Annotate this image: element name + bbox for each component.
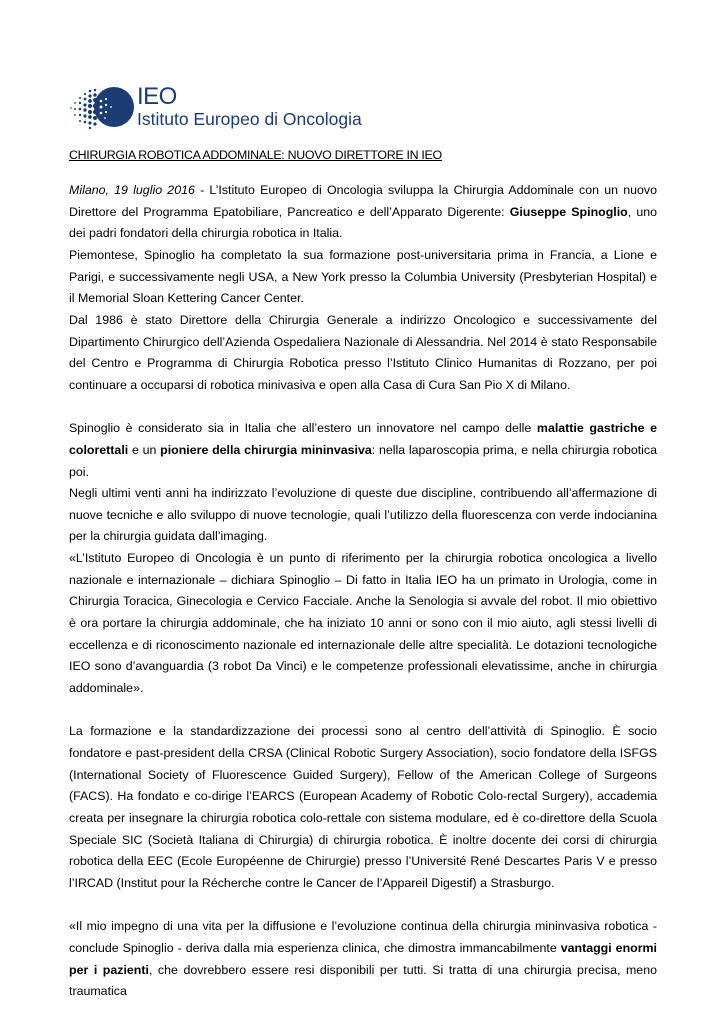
paragraph-text: , uno dei padri fondatori della chirurgia robotica in Italia.: [69, 204, 658, 241]
article-body: [69, 180, 657, 1003]
ieo-logo: [68, 83, 362, 132]
paragraph-text: e un: [128, 442, 161, 457]
paragraph-innovator: [69, 418, 657, 483]
paragraph-intro: [69, 180, 657, 245]
paragraph-career: Dal 1986 è stato Direttore della Chirurgia Generale a indirizzo Oncologico e successivamente del Dipartimento Chirurgico dell’Azienda Ospedaliera Nazionale di Alessandria. Nel 2014 è stato Responsabile del Centro e Programma di Chirurgia Robotica presso l’Istituto Clinico Humanitas di Rozzano, per poi continuare a occuparsi di robotica minivasiva e open alla Casa di Cura San Pio X di Milano.: [69, 312, 657, 392]
paragraph-text: Spinoglio è considerato sia in Italia che all’estero un innovatore nel campo delle: [69, 421, 537, 436]
bold-text: pioniere della chirurgia mininvasiva: [160, 442, 372, 457]
paragraph-text: : nella laparoscopia prima, e nella chirurgia robotica poi.: [69, 442, 657, 479]
paragraph-text: , che dovrebbero essere resi disponibili per tutti. Si tratta di una chirurgia precisa, meno traumatica: [69, 962, 657, 999]
ieo-globe-icon: [68, 86, 134, 132]
logo-abbreviation: IEO: [137, 83, 177, 110]
dateline: Milano, 19 luglio 2016: [69, 183, 195, 197]
paragraph-evolution: Negli ultimi venti anni ha indirizzato l’evoluzione di queste due discipline, contribuendo all’affermazione di nuove tecniche e allo sviluppo di nuove tecnologie, quali l’utilizzo della fluorescenza con verde indocianina per la chirurgia guidata dall’imaging.: [69, 486, 657, 544]
press-release-title: CHIRURGIA ROBOTICA ADDOMINALE: NUOVO DIRETTORE IN IEO: [69, 148, 442, 162]
paragraph-quote: «L’Istituto Europeo di Oncologia è un punto di riferimento per la chirurgia robotica oncologica a livello nazionale e internazionale – dichiara Spinoglio – Di fatto in Italia IEO ha un primato in Urologia, come in Chirurgia Toracica, Ginecologia e Cervico Facciale. Anche la Senologia si avvale del robot. Il mio obiettivo è ora portare la chirurgia addominale, che ha iniziato 10 anni or sono con il mio aiuto, agli stessi livelli di eccellenza e di riconoscimento nazionale ed internazionale delle altre specialità. Le dotazioni tecnologiche IEO sono d’avanguardia (3 robot Da Vinci) e le competenze professionali elevatissime, anche in chirurgia addominale».: [69, 551, 657, 696]
paragraph-education: Piemontese, Spinoglio ha completato la sua formazione post-universitaria prima in Francia, a Lione e Parigi, e successivamente negli USA, a New York presso la Columbia University (Presbyterian Hospital) e il Memorial Sloan Kettering Cancer Center.: [69, 247, 657, 306]
bold-text: vantaggi enormi per i pazienti: [69, 940, 657, 977]
logo-institute-name: Istituto Europeo di Oncologia: [137, 109, 362, 129]
paragraph-training: La formazione e la standardizzazione dei processi sono al centro dell’attività di Spinoglio. È socio fondatore e past-president della CRSA (Clinical Robotic Surgery Association), socio fondatore della ISFGS (International Society of Fluorescence Guided Surgery), Fellow of the American College of Surgeons (FACS). Ha fondato e co-dirige l’EARCS (European Academy of Robotic Colo-rectal Surgery), accademia creata per insegnare la chirurgia robotica colo-rettale con sistema modulare, ed è co-direttore della Scuola Speciale SIC (Società Italiana di Chirurgia) di chirurgia robotica. È inoltre docente dei corsi di chirurgia robotica della EEC (Ecole Européenne de Chirurgie) presso l’Université René Descartes Paris V e presso l’IRCAD (Institut pour la Récherche contre le Cancer de l’Appareil Digestif) a Strasburgo.: [69, 724, 657, 890]
director-name: Giuseppe Spinoglio: [509, 204, 628, 219]
paragraph-text: - L’Istituto Europeo di Oncologia sviluppa la Chirurgia Addominale con un nuovo Direttore del Programma Epatobiliare, Pancreatico e dell’Apparato Digerente:: [69, 183, 657, 219]
paragraph-text: «Il mio impegno di una vita per la diffusione e l’evoluzione continua della chirurgia mininvasiva robotica - conclude Spinoglio - deriva dalla mia esperienza clinica, che dimostra immancabilmente: [69, 919, 657, 955]
paragraph-closing-quote: [69, 916, 657, 1003]
bold-text: malattie gastriche e colorettali: [69, 421, 657, 457]
